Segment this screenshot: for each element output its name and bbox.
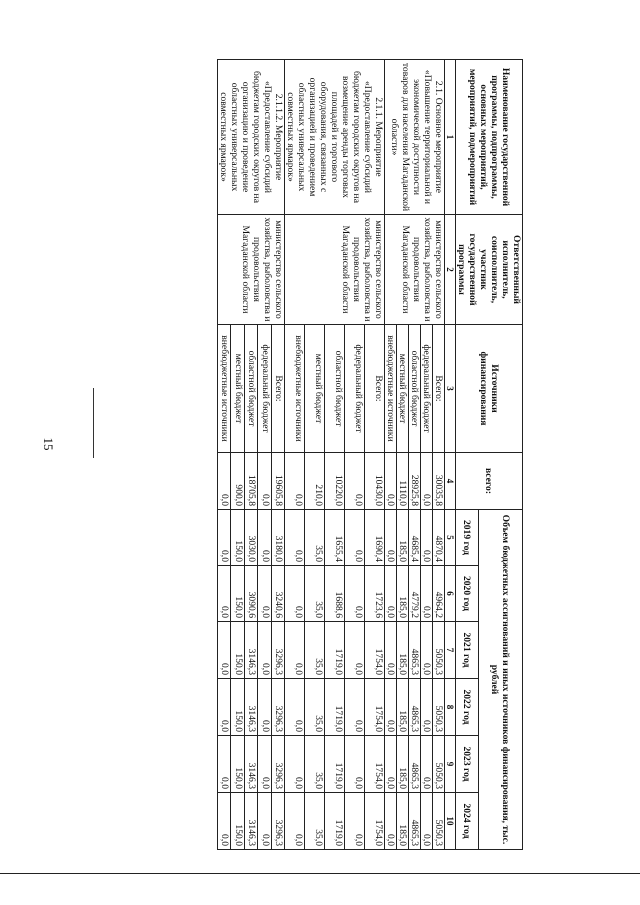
header-sources: Источники финансирования (456, 325, 523, 453)
year-value-cell: 3296,3 (271, 793, 284, 850)
year-value-cell: 3240,6 (271, 566, 284, 622)
source-cell: внебюджетные источники (385, 325, 397, 453)
year-value-cell: 150,0 (231, 793, 244, 850)
executor-cell: министерство сельского хозяйства, рыболовства и продовольствия Магаданской области (385, 215, 445, 325)
year-value-cell: 0,0 (258, 679, 271, 736)
source-cell: местный бюджет (397, 325, 409, 453)
year-value-cell: 35,0 (305, 566, 325, 622)
year-value-cell: 0,0 (345, 736, 365, 793)
table-row (433, 60, 445, 850)
index-cell: 8 (445, 679, 456, 736)
year-value-cell: 4865,3 (409, 622, 421, 679)
year-value-cell: 4865,3 (409, 736, 421, 793)
table-header (445, 60, 523, 850)
year-value-cell: 150,0 (231, 566, 244, 622)
source-cell: Всего: (433, 325, 445, 453)
year-value-cell: 0,0 (285, 679, 305, 736)
year-value-cell: 1655,4 (325, 510, 345, 566)
rotated-table-wrapper (36, 59, 523, 849)
executor-cell: министерство сельского хозяйства, рыболовства и продовольствия Магаданской области (285, 215, 385, 325)
year-value-cell: 150,0 (231, 622, 244, 679)
table-body (218, 60, 445, 850)
source-cell: местный бюджет (231, 325, 244, 453)
year-value-cell: 5050,3 (433, 793, 445, 850)
year-value-cell: 0,0 (345, 679, 365, 736)
year-value-cell: 0,0 (421, 622, 433, 679)
source-cell: федеральный бюджет (345, 325, 365, 453)
total-value-cell: 18705,8 (244, 453, 257, 510)
year-value-cell: 4870,4 (433, 510, 445, 566)
total-value-cell: 0,0 (285, 453, 305, 510)
total-value-cell: 28925,8 (409, 453, 421, 510)
bottom-rule (0, 873, 640, 874)
year-value-cell: 185,0 (397, 793, 409, 850)
header-executor: Ответственный исполнитель, соисполнитель, участник государственной программы (456, 215, 523, 325)
year-value-cell: 1688,6 (325, 566, 345, 622)
year-value-cell: 1719,0 (325, 793, 345, 850)
year-value-cell: 3296,3 (271, 622, 284, 679)
page-number: 15 (41, 437, 56, 451)
index-cell: 10 (445, 793, 456, 850)
year-value-cell: 0,0 (285, 510, 305, 566)
total-value-cell: 900,0 (231, 453, 244, 510)
total-value-cell: 0,0 (218, 453, 231, 510)
index-cell: 2 (445, 215, 456, 325)
year-value-cell: 3296,3 (271, 736, 284, 793)
total-value-cell: 10430,0 (365, 453, 385, 510)
funding-table (217, 59, 523, 850)
total-value-cell: 0,0 (345, 453, 365, 510)
year-value-cell: 0,0 (385, 622, 397, 679)
year-value-cell: 1719,0 (325, 622, 345, 679)
year-value-cell: 35,0 (305, 510, 325, 566)
year-value-cell: 3296,3 (271, 679, 284, 736)
year-value-cell: 0,0 (285, 793, 305, 850)
year-value-cell: 4685,4 (409, 510, 421, 566)
year-value-cell: 185,0 (397, 736, 409, 793)
year-value-cell: 0,0 (345, 510, 365, 566)
source-cell: областной бюджет (409, 325, 421, 453)
source-cell: внебюджетные источники (285, 325, 305, 453)
index-cell: 7 (445, 622, 456, 679)
index-cell: 9 (445, 736, 456, 793)
total-value-cell: 30035,8 (433, 453, 445, 510)
source-cell: местный бюджет (305, 325, 325, 453)
header-name: Наименование государственной программы, подпрограммы, основных мероприятий, мероприятий, подмероприятий (456, 60, 523, 215)
year-value-cell: 0,0 (345, 566, 365, 622)
index-cell: 1 (445, 60, 456, 215)
source-cell: областной бюджет (244, 325, 257, 453)
table-row (365, 60, 385, 850)
year-value-cell: 1754,0 (365, 793, 385, 850)
year-value-cell: 0,0 (285, 566, 305, 622)
header-year: 2020 год (456, 566, 479, 622)
year-value-cell: 5050,3 (433, 622, 445, 679)
year-value-cell: 0,0 (218, 736, 231, 793)
year-value-cell: 0,0 (385, 679, 397, 736)
header-year: 2022 год (456, 679, 479, 736)
year-value-cell: 1754,0 (365, 736, 385, 793)
total-value-cell: 210,0 (305, 453, 325, 510)
year-value-cell: 0,0 (218, 566, 231, 622)
total-value-cell: 19605,8 (271, 453, 284, 510)
year-value-cell: 0,0 (258, 622, 271, 679)
year-value-cell: 3030,0 (244, 510, 257, 566)
year-value-cell: 3180,0 (271, 510, 284, 566)
year-value-cell: 0,0 (385, 510, 397, 566)
year-value-cell: 185,0 (397, 510, 409, 566)
year-value-cell: 3090,6 (244, 566, 257, 622)
year-value-cell: 35,0 (305, 622, 325, 679)
header-year: 2023 год (456, 736, 479, 793)
year-value-cell: 185,0 (397, 622, 409, 679)
year-value-cell: 0,0 (218, 679, 231, 736)
header-year: 2021 год (456, 622, 479, 679)
source-cell: внебюджетные источники (218, 325, 231, 453)
year-value-cell: 0,0 (258, 566, 271, 622)
year-value-cell: 1719,0 (325, 736, 345, 793)
year-value-cell: 4865,3 (409, 793, 421, 850)
index-cell: 6 (445, 566, 456, 622)
year-value-cell: 0,0 (258, 510, 271, 566)
year-value-cell: 1723,6 (365, 566, 385, 622)
year-value-cell: 0,0 (218, 622, 231, 679)
year-value-cell: 150,0 (231, 510, 244, 566)
year-value-cell: 0,0 (421, 736, 433, 793)
year-value-cell: 0,0 (285, 736, 305, 793)
year-value-cell: 35,0 (305, 736, 325, 793)
year-value-cell: 1690,4 (365, 510, 385, 566)
year-value-cell: 5050,3 (433, 679, 445, 736)
total-value-cell: 1110,0 (397, 453, 409, 510)
source-cell: Всего: (271, 325, 284, 453)
year-value-cell: 185,0 (397, 679, 409, 736)
year-value-cell: 0,0 (345, 793, 365, 850)
measure-name-cell: 2.1. Основное мероприятие «Повышение территориальной и экономической доступности товаров для населения Магаданской области» (385, 60, 445, 215)
table-row (271, 60, 284, 850)
header-funding-group: Объем бюджетных ассигнований и иных источников финансирования, тыс. рублей (478, 510, 522, 850)
year-value-cell: 0,0 (385, 793, 397, 850)
year-value-cell: 3146,3 (244, 622, 257, 679)
year-value-cell: 3146,3 (244, 736, 257, 793)
year-value-cell: 150,0 (231, 679, 244, 736)
total-value-cell: 0,0 (421, 453, 433, 510)
year-value-cell: 0,0 (345, 622, 365, 679)
year-value-cell: 0,0 (385, 736, 397, 793)
year-value-cell: 3146,3 (244, 679, 257, 736)
year-value-cell: 0,0 (421, 679, 433, 736)
year-value-cell: 150,0 (231, 736, 244, 793)
year-value-cell: 0,0 (421, 566, 433, 622)
year-value-cell: 4964,2 (433, 566, 445, 622)
year-value-cell: 0,0 (258, 793, 271, 850)
year-value-cell: 0,0 (385, 566, 397, 622)
year-value-cell: 1719,0 (325, 679, 345, 736)
source-cell: областной бюджет (325, 325, 345, 453)
year-value-cell: 5050,3 (433, 736, 445, 793)
year-value-cell: 0,0 (285, 622, 305, 679)
year-value-cell: 0,0 (421, 793, 433, 850)
year-value-cell: 35,0 (305, 679, 325, 736)
year-value-cell: 35,0 (305, 793, 325, 850)
header-total: всего: (456, 453, 523, 510)
year-value-cell: 0,0 (421, 510, 433, 566)
year-value-cell: 1754,0 (365, 622, 385, 679)
year-value-cell: 0,0 (218, 793, 231, 850)
year-value-cell: 0,0 (218, 510, 231, 566)
measure-name-cell: 2.1.1. Мероприятие «Предоставление субсидий бюджетам городских округов на возмещение аренды торговых площадей и торгового оборудования, связанных с организацией и проведением областных универсальных совместных ярмарок» (285, 60, 385, 215)
index-cell: 5 (445, 510, 456, 566)
total-value-cell: 10220,0 (325, 453, 345, 510)
index-cell: 4 (445, 453, 456, 510)
total-value-cell: 0,0 (258, 453, 271, 510)
header-year: 2019 год (456, 510, 479, 566)
measure-name-cell: 2.1.1.2. Мероприятие «Предоставление субсидий бюджетам городских округов на организацию и проведение областных универсальных совместных ярмарок» (218, 60, 285, 215)
total-value-cell: 0,0 (385, 453, 397, 510)
year-value-cell: 3146,3 (244, 793, 257, 850)
year-value-cell: 4865,3 (409, 679, 421, 736)
year-value-cell: 0,0 (258, 736, 271, 793)
header-year: 2024 год (456, 793, 479, 850)
index-row (445, 60, 456, 850)
executor-cell: министерство сельского хозяйства, рыболовства и продовольствия Магаданской области (218, 215, 285, 325)
source-cell: Всего: (365, 325, 385, 453)
index-cell: 3 (445, 325, 456, 453)
year-value-cell: 4779,2 (409, 566, 421, 622)
year-value-cell: 185,0 (397, 566, 409, 622)
source-cell: федеральный бюджет (258, 325, 271, 453)
source-cell: федеральный бюджет (421, 325, 433, 453)
year-value-cell: 1754,0 (365, 679, 385, 736)
